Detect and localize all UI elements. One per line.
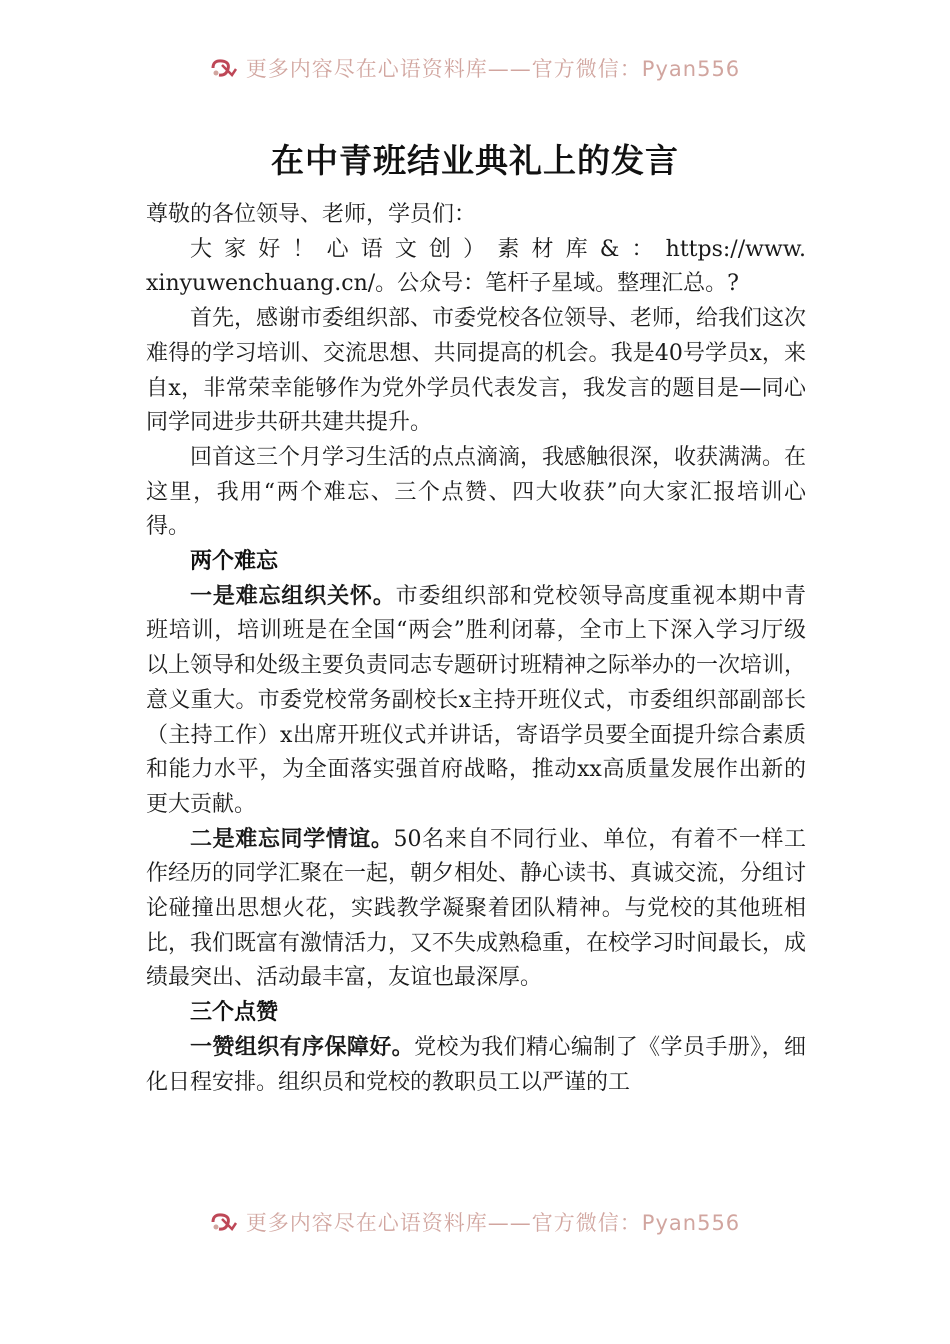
paragraph-review: 回首这三个月学习生活的点点滴滴，我感触很深，收获满满。在这里，我用“两个难忘、三个点赞、四大收获”向大家汇报培训心得。 [146, 444, 807, 540]
document-title: 在中青班结业典礼上的发言 [271, 141, 679, 180]
brand-logo-icon [210, 57, 238, 79]
paragraph-lead: 一赞组织有序保障好。 [190, 1034, 415, 1060]
watermark-text: 更多内容尽在心语资料库——官方微信：Pyan556 [245, 1211, 741, 1235]
paragraph-lead: 一是难忘组织关怀。 [190, 583, 396, 609]
section-heading-two-unforgettables: 两个难忘 [190, 549, 279, 575]
document-body [146, 198, 806, 1100]
brand-logo-icon [210, 1211, 238, 1233]
watermark-text: 更多内容尽在心语资料库——官方微信：Pyan556 [245, 57, 741, 81]
section-heading-three-praises: 三个点赞 [190, 1000, 279, 1026]
paragraph-classmate-friendship [146, 823, 806, 997]
paragraph-thanks: 首先，感谢市委组织部、市委党校各位领导、老师，给我们这次难得的学习培训、交流思想、共同提高的机会。我是40号学员x，来自x，非常荣幸能够作为党外学员代表发言，我发言的题目是—同心同学同进步共研共建共提升。 [146, 306, 807, 436]
paragraph-body: 党校为我们精心编制了《学员手册》，细化日程安排。组织员和党校的教职员工以严谨的工 [146, 1034, 806, 1095]
paragraph-body: 50名来自不同行业、单位，有着不一样工作经历的同学汇聚在一起，朝夕相处、静心读书、真诚交流，分组讨论碰撞出思想火花，实践教学凝聚着团队精神。与党校的其他班相比，我们既富有激情活力，又不失成熟稳重，在校学习时间最长，成绩最突出、活动最丰富，友谊也最深厚。 [146, 826, 807, 991]
greeting-paragraph [146, 233, 806, 302]
watermark-banner-bottom [0, 1202, 950, 1242]
salutation: 尊敬的各位领导、老师，学员们： [146, 202, 477, 227]
greeting-text: 大家好！心语文创）素材库&： [190, 236, 666, 262]
paragraph-organized-guarantee [146, 1031, 806, 1100]
watermark-banner-top [0, 48, 950, 88]
greeting-url-text: https://www.xinyuwenchuang.cn/。公众号：笔杆子星域。整理汇总。? [146, 236, 806, 297]
paragraph-lead: 二是难忘同学情谊。 [190, 826, 394, 852]
paragraph-organization-care [146, 580, 806, 823]
paragraph-body: 市委组织部和党校领导高度重视本期中青班培训，培训班是在全国“两会”胜利闭幕，全市上下深入学习厅级以上领导和处级主要负责同志专题研讨班精神之际举办的一次培训，意义重大。市委党校常务副校长x主持开班仪式，市委组织部副部长（主持工作）x出席开班仪式并讲话，寄语学员要全面提升综合素质和能力水平，为全面落实强首府战略，推动xx高质量发展作出新的更大贡献。 [146, 583, 807, 817]
